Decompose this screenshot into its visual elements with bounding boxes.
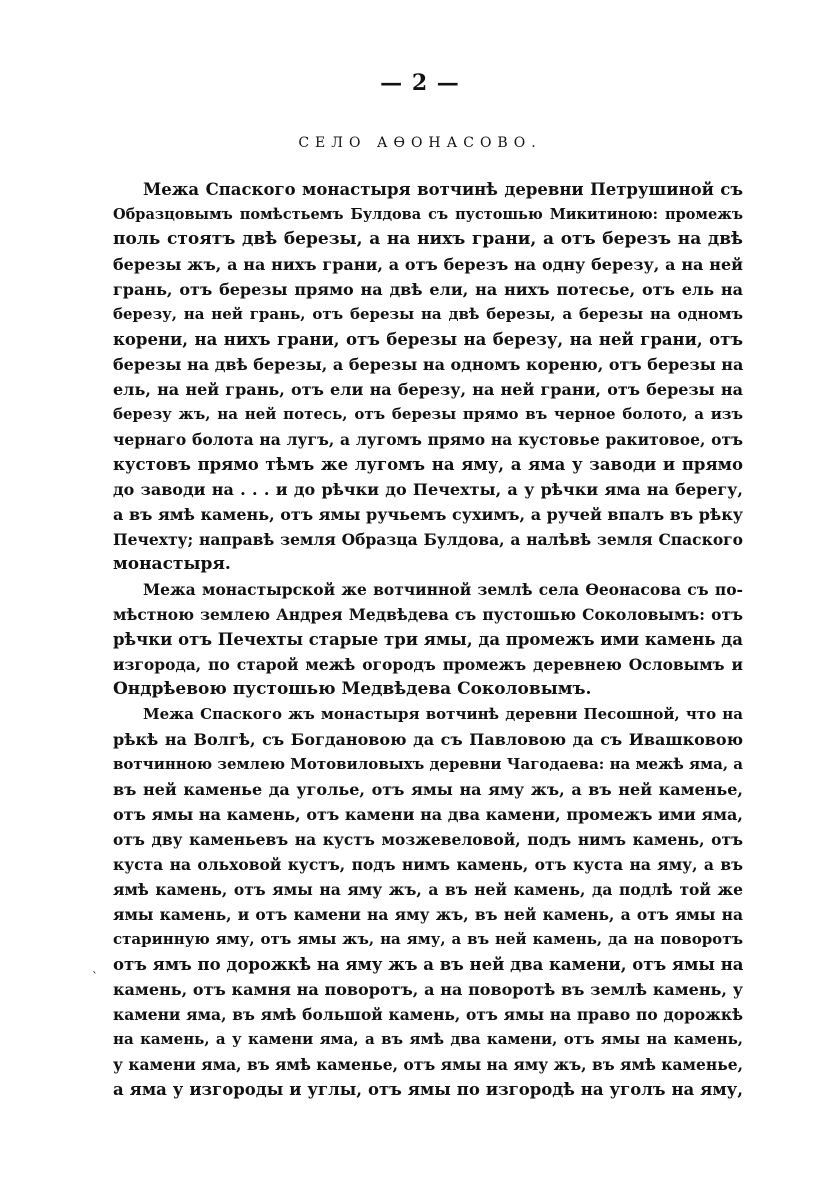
text-line: Ондрѣевою пустошью Медвѣдева Соколовымъ.: [113, 679, 592, 699]
text-line: березы жъ, а на нихъ грани, а отъ березъ на одну березу, а на ней: [113, 255, 743, 274]
body-text: [113, 177, 743, 1102]
text-line: отъ ямы на камень, отъ камени на два камени, промежъ ими яма,: [113, 805, 743, 824]
paragraph-2: [113, 577, 743, 702]
text-line: отъ ямъ по дорожкѣ на яму жъ а въ ней два камени, отъ ямы на: [113, 955, 743, 974]
text-line: поль стоятъ двѣ березы, а на нихъ грани, а отъ березъ на двѣ: [113, 229, 743, 249]
text-line: монастыря.: [113, 554, 231, 574]
text-line: рѣчки отъ Печехты старые три ямы, да промежъ ими камень да: [113, 630, 743, 649]
text-line: куста на ольховой кустъ, подъ нимъ камень, отъ куста на яму, а въ: [113, 855, 743, 874]
paragraph-1: [113, 177, 743, 577]
text-line: ель, на ней грань, отъ ели на березу, на ней грани, отъ березы на: [113, 380, 743, 399]
text-line: мѣстною землею Андрея Медвѣдева съ пустошью Соколовымъ: отъ: [113, 605, 743, 624]
text-line: ямы камень, и отъ камени на яму жъ, въ ней камень, а отъ ямы на: [113, 905, 743, 924]
text-line: вотчинною землею Мотовиловыхъ деревни Чагодаева: на межѣ яма, а: [113, 755, 743, 773]
text-line: чернаго болота на лугъ, а лугомъ прямо на кустовье ракитовое, отъ: [113, 430, 743, 449]
text-line: березы на двѣ березы, а березы на одномъ кореню, отъ березы на: [113, 355, 743, 374]
text-line: ямѣ камень, отъ ямы на яму жъ, а въ ней камень, да подлѣ той же: [113, 880, 743, 899]
text-line: камени яма, въ ямѣ большой камень, отъ ямы на право по дорожкѣ: [113, 1005, 743, 1024]
text-line: кустовъ прямо тѣмъ же лугомъ на яму, а яма у заводи и прямо: [113, 455, 743, 474]
text-line: старинную яму, отъ ямы жъ, на яму, а въ ней камень, да на поворотъ: [113, 930, 743, 948]
text-line: Печехту; направѣ земля Образца Булдова, а налѣвѣ земля Спаского: [113, 530, 743, 549]
text-line: Межа Спаского монастыря вотчинѣ деревни Петрушиной съ: [143, 180, 743, 199]
text-line: Образцовымъ помѣстьемъ Булдова съ пустошью Микитиною: промежъ: [113, 206, 743, 223]
text-line: изгорода, по старой межѣ огородъ промежъ деревнею Ословымъ и: [113, 655, 743, 674]
text-line: на камень, а у камени яма, а въ ямѣ два камени, отъ ямы на камень,: [113, 1030, 743, 1048]
text-line: отъ дву каменьевъ на кустъ мозжевеловой, подъ нимъ камень, отъ: [113, 830, 743, 849]
text-line: березу жъ, на ней потесь, отъ березы прямо въ черное болото, а изъ: [113, 405, 743, 423]
text-line: рѣкѣ на Волгѣ, съ Богдановою да съ Павловою да съ Ивашковою: [113, 730, 743, 749]
text-line: березу, на ней грань, отъ березы на двѣ березы, а березы на одномъ: [113, 305, 743, 323]
text-line: Межа монастырской же вотчинной землѣ села Ѳеонасова съ по-: [143, 580, 743, 599]
paragraph-3: [113, 702, 743, 1102]
text-line: камень, отъ камня на поворотъ, а на поворотѣ въ землѣ камень, у: [113, 980, 743, 999]
text-line: Межа Спаского жъ монастыря вотчинѣ деревни Песошной, что на: [143, 705, 743, 723]
section-title: СЕЛО АѲОНАСОВО.: [298, 135, 542, 151]
text-line: до заводи на . . . и до рѣчки до Печехты, а у рѣчки яма на берегу,: [113, 480, 743, 499]
scan-mark: ˋ: [92, 970, 98, 984]
text-line: грань, отъ березы прямо на двѣ ели, на нихъ потесье, отъ ель на: [113, 280, 743, 299]
text-line: а въ ямѣ камень, отъ ямы ручьемъ сухимъ, а ручей впалъ въ рѣку: [113, 505, 743, 524]
text-line: у камени яма, въ ямѣ каменье, отъ ямы на яму жъ, въ ямѣ каменье,: [113, 1055, 743, 1074]
text-line: корени, на нихъ грани, отъ березы на березу, на ней грани, отъ: [113, 330, 743, 349]
text-line: въ ней каменье да уголье, отъ ямы на яму жъ, а въ ней каменье,: [113, 780, 743, 799]
text-line: а яма у изгороды и углы, отъ ямы по изгородѣ на уголъ на яму,: [113, 1080, 743, 1099]
page-number: — 2 —: [380, 70, 460, 96]
